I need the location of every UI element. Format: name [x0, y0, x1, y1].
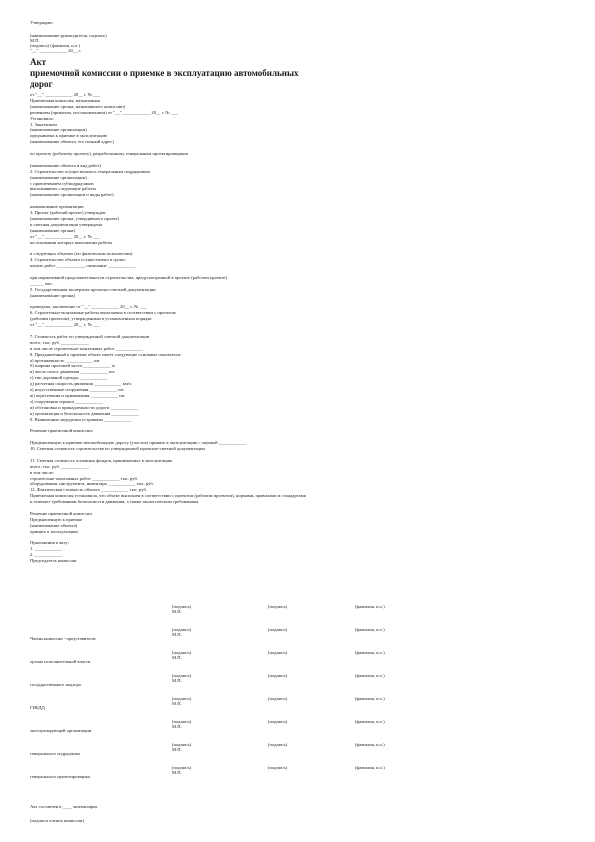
signature-role: государственного надзора — [30, 682, 81, 687]
body-line: ж) пересечения и примыкания ____________ шт. — [30, 392, 126, 398]
stamp-place: М.П. — [172, 724, 182, 729]
signature-field: (подпись) — [268, 650, 288, 655]
signature-field: (подпись) — [172, 765, 192, 770]
body-line: Предъявленную к приемке автомобильную дорогу (участок) принять в эксплуатацию с оценкой ____________ — [30, 440, 247, 446]
body-line: 10. Сметная стоимость строительства по утвержденной проектно-сметной документации — [30, 446, 205, 451]
body-line: предъявлена к приемке в эксплуатацию — [30, 133, 108, 139]
signature-role: ГИБДД — [30, 705, 45, 710]
body-line: 8. Предъявленный к приемке объект имеет следующие основные показатели: — [30, 351, 182, 357]
signature-field: (подпись) — [172, 696, 192, 701]
body-line: (наименование объекта, его полный адрес) — [30, 139, 114, 145]
signature-field: (подпись) — [172, 627, 192, 632]
body-line: решением (приказом, постановлением) от "__" ____________ 20__ г. № ___ — [30, 109, 178, 115]
body-line: г) тип дорожной одежды ____________ — [30, 375, 108, 381]
signature-field: (фамилия, и.о.) — [355, 696, 385, 701]
document-title-line-3: дорог — [30, 79, 53, 89]
body-line: (наименование организации) — [30, 127, 87, 133]
body-line: проведена, заключение от "__" ____________ 20__ г. № ___ — [30, 304, 147, 310]
body-line: 1. ____________ — [30, 546, 63, 552]
body-line: в том числе: — [30, 469, 54, 475]
signature-role: Члены комиссии - представители: — [30, 636, 97, 641]
signature-field: (подпись) — [268, 627, 288, 632]
body-line: 3. Проект (рабочий проект) утвержден — [30, 210, 106, 215]
body-line: Приемочная комиссия установила, что объект выполнен в соответствии с проектом (рабочим проектом), нормами, правилами и стандартами — [30, 493, 307, 499]
body-line: при нормативной продолжительности строительства, предусмотренной в проекте (рабочем проекте) — [30, 274, 227, 280]
signature-field: (фамилия, и.о.) — [355, 627, 385, 632]
body-line: 7. Стоимость работ по утвержденной сметной документации — [30, 333, 150, 339]
body-line: 2. ____________ — [30, 552, 63, 558]
signature-field: (подпись) — [172, 650, 192, 655]
body-line: (наименование организации и виды работ) — [30, 192, 114, 198]
signature-field: (подпись) — [268, 719, 288, 724]
body-line: Решение приемочной комиссии: — [30, 428, 94, 434]
body-line: Председатель комиссии — [30, 558, 77, 564]
body-line: по проекту (рабочему проекту), разработанному генеральным проектировщиком — [30, 151, 189, 156]
body-line: от "__" ____________ 20__ г. № ___ — [30, 233, 101, 239]
body-line: в следующих объемах (по физическим показателям) — [30, 251, 133, 257]
body-line: всего, тыс. руб. ____________ — [30, 463, 89, 469]
body-line: в) число полос движения ____________ шт. — [30, 369, 116, 375]
signature-field: (фамилия, и.о.) — [355, 765, 385, 770]
signature-role: эксплуатирующей организации — [30, 728, 92, 733]
document-title: Акт — [30, 57, 47, 67]
body-line: с привлечением субподрядчиков — [30, 180, 94, 186]
body-line: на основании которых выполнены работы — [30, 239, 113, 245]
signature-field: (фамилия, и.о.) — [355, 742, 385, 747]
approval-line-1: (наименование руководителя, подпись) — [30, 33, 107, 38]
signature-field: (подпись) — [172, 742, 192, 747]
signature-role: органа исполнительной власти — [30, 659, 91, 664]
approval-label: Утверждаю — [30, 20, 53, 25]
body-line: Предъявленную к приемке — [30, 516, 83, 522]
body-line: (наименование объекта и вид работ) — [30, 162, 101, 168]
footer-line-1: Акт составлен в ____ экземплярах — [30, 804, 98, 809]
document-title-line-2: приемочной комиссии о приемке в эксплуатацию автомобильных — [30, 68, 299, 78]
body-line: 5. Государственная экспертиза проектно-сметной документации — [30, 286, 156, 292]
body-line: (наименование организации) — [30, 174, 87, 180]
signature-field: (фамилия, и.о.) — [355, 650, 385, 655]
signature-field: (подпись) — [172, 673, 192, 678]
stamp-place: М.П. — [172, 678, 182, 683]
body-line: Решение приемочной комиссии — [30, 510, 92, 516]
body-line: (рабочим проектом), утвержденным в установленном порядке — [30, 316, 152, 322]
body-line: (наименование органа, утвердившего проект) — [30, 215, 120, 221]
body-line: а) протяженность ____________ км — [30, 357, 100, 363]
body-line: д) расчетная скорость движения ____________ км/ч — [30, 381, 132, 387]
body-line: (наименование объекта) — [30, 522, 78, 528]
body-line: (наименование органа, назначившего комиссию) — [30, 103, 126, 109]
body-line: принять в эксплуатацию. — [30, 528, 79, 534]
signature-field: (подпись) — [172, 719, 192, 724]
body-line: от "__" ____________ 20__ г. № ___ — [30, 322, 101, 328]
stamp-place: М.П. — [172, 632, 182, 637]
stamp-place: М.П. — [172, 701, 182, 706]
body-line: 4. Строительство объекта осуществлено в сроки: — [30, 257, 126, 263]
signature-field: (подпись) — [268, 765, 288, 770]
signature-field: (подпись) — [268, 673, 288, 678]
body-line: ______ мес. — [30, 280, 54, 286]
body-line: 12. Фактическая стоимость объекта ____________ тыс. руб. — [30, 487, 147, 493]
body-line: 6. Строительно-монтажные работы выполнены в соответствии с проектом — [30, 310, 176, 316]
body-line: б) ширина проезжей части ____________ м — [30, 363, 115, 369]
body-line: 11. Сметная стоимость основных фондов, принимаемых в эксплуатацию — [30, 457, 173, 463]
body-line: з) сооружения сервиса ____________ — [30, 398, 103, 404]
body-line: Приложения к акту: — [30, 540, 69, 546]
signature-field: (подпись) — [172, 604, 192, 609]
body-line: Установила: — [30, 115, 54, 121]
stamp-place: М.П. — [172, 609, 182, 614]
body-line: (наименование органа) — [30, 292, 75, 298]
body-line: от "__" ____________ 20__ г. № ___ — [30, 92, 101, 97]
body-line: к) организация и безопасность движения ____________ — [30, 410, 139, 416]
body-line: е) искусственные сооружения ____________ шт. — [30, 387, 125, 392]
approval-date: "__" ____________ 20__ г. — [30, 48, 82, 53]
signature-field: (фамилия, и.о.) — [355, 604, 385, 609]
signature-field: (фамилия, и.о.) — [355, 673, 385, 678]
stamp-place: М.П. — [172, 747, 182, 752]
signature-role: генерального подрядчика — [30, 751, 80, 756]
stamp-place: М.П. — [172, 655, 182, 660]
approval-line-2: М.П. — [30, 38, 40, 43]
stamp-place: М.П. — [172, 770, 182, 775]
body-line: 9. Выявленные недоделки устранены ____________ — [30, 416, 132, 422]
signature-role: генерального проектировщика — [30, 774, 90, 779]
footer-line-2: (подписи членов комиссии) — [30, 818, 84, 823]
approval-line-3: (подпись) (фамилия, и.о.) — [30, 43, 80, 48]
body-line: наименование организации — [30, 204, 84, 210]
body-line: и отвечает требованиям безопасности движения, а также экологическим требованиям. — [30, 499, 200, 505]
body-line: выполнявших следующие работы — [30, 186, 96, 192]
body-line: оборудования, инструмента, инвентаря ____________ тыс. руб. — [30, 481, 154, 487]
signature-field: (подпись) — [268, 696, 288, 701]
signature-field: (подпись) — [268, 604, 288, 609]
body-line: Приемочная комиссия, назначенная — [30, 97, 100, 103]
body-line: и) обстановка и принадлежности дороги ____________ — [30, 404, 139, 410]
body-line: (наименование органа) — [30, 227, 75, 233]
body-line: 1. Заказчиком — [30, 121, 57, 127]
body-line: в том числе строительно-монтажных работ ____________ — [30, 345, 144, 351]
body-line: всего, тыс. руб. ____________ — [30, 339, 89, 345]
signature-field: (фамилия, и.о.) — [355, 719, 385, 724]
body-line: начало работ ____________, окончание ____________ — [30, 263, 136, 269]
body-line: строительно-монтажных работ ____________ тыс. руб. — [30, 475, 138, 481]
body-line: 2. Строительство осуществлялось генеральным подрядчиком — [30, 168, 151, 174]
body-line: и сметная документация утверждена — [30, 221, 102, 227]
signature-field: (подпись) — [268, 742, 288, 747]
